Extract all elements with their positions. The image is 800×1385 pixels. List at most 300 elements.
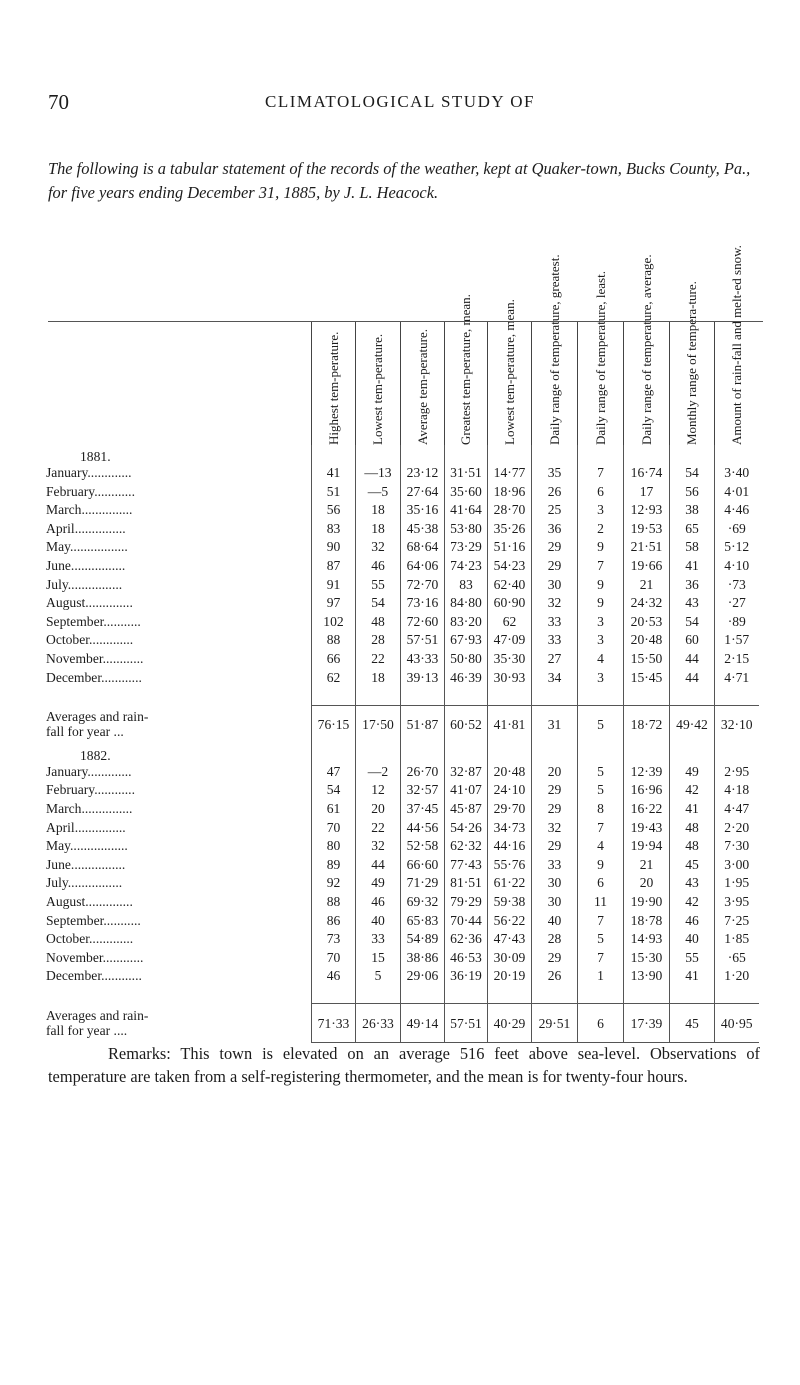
column-header-text: Daily range of temperature, average.	[638, 254, 654, 445]
empty-cell	[532, 687, 578, 706]
year-heading: 1882.	[80, 747, 111, 763]
data-cell: 16·96	[624, 781, 670, 800]
data-cell: 18·96	[488, 482, 532, 501]
empty-cell	[356, 744, 401, 763]
data-cell: 7	[578, 557, 624, 576]
data-cell: 72·70	[401, 575, 445, 594]
data-cell: 49	[356, 874, 401, 893]
data-cell: 16·22	[624, 800, 670, 819]
column-header-text: Daily range of temperature, least.	[592, 271, 608, 445]
average-cell: 31	[532, 705, 578, 744]
data-cell: 3·40	[715, 464, 759, 483]
data-cell: 29·70	[488, 800, 532, 819]
data-cell: 54	[670, 464, 715, 483]
month-label: October.............	[46, 931, 134, 947]
data-cell: 5	[356, 967, 401, 986]
average-cell: 5	[578, 705, 624, 744]
year-heading: 1881.	[80, 449, 111, 464]
year-heading-row	[46, 445, 759, 464]
data-cell: 17	[624, 482, 670, 501]
data-cell: 41	[312, 464, 356, 483]
empty-cell	[356, 445, 401, 464]
averages-row	[46, 705, 759, 744]
table-row	[46, 668, 759, 687]
data-cell: 4·10	[715, 557, 759, 576]
data-cell: 79·29	[445, 892, 488, 911]
table-row	[46, 557, 759, 576]
data-cell: 3	[578, 668, 624, 687]
data-cell: 20·19	[488, 967, 532, 986]
data-cell: 6	[578, 874, 624, 893]
empty-cell	[532, 445, 578, 464]
empty-cell	[445, 744, 488, 763]
data-cell: 51·16	[488, 538, 532, 557]
data-cell: 32	[356, 538, 401, 557]
averages-label-text: fall for year ....	[46, 1023, 128, 1039]
data-cell: 41	[670, 800, 715, 819]
data-cell: 56	[670, 482, 715, 501]
average-cell: 51·87	[401, 705, 445, 744]
data-cell: 9	[578, 594, 624, 613]
data-cell: 32	[532, 818, 578, 837]
column-header-text: Lowest tem-perature, mean.	[501, 299, 517, 445]
data-cell: 20·48	[488, 762, 532, 781]
empty-cell	[578, 687, 624, 706]
data-cell: 57·51	[401, 631, 445, 650]
data-cell: 28	[532, 930, 578, 949]
data-cell: 44·56	[401, 818, 445, 837]
data-cell: 32·87	[445, 762, 488, 781]
data-cell: 3	[578, 612, 624, 631]
month-label: February............	[46, 483, 135, 499]
data-cell: 42	[670, 781, 715, 800]
data-cell: 29	[532, 538, 578, 557]
data-cell: 54·89	[401, 930, 445, 949]
data-cell: 54·26	[445, 818, 488, 837]
remarks: Remarks: This town is elevated on an average 516 feet above sea-level. Observations of temperature are taken from a self-registering thermometer, and the mean is for twenty-four hours.	[48, 1044, 760, 1086]
table-row	[46, 594, 759, 613]
data-cell: 24·32	[624, 594, 670, 613]
empty-cell	[445, 985, 488, 1004]
column-header-text: Monthly range of tempera-ture.	[684, 281, 699, 445]
header-row	[46, 321, 759, 445]
data-cell: 25	[532, 501, 578, 520]
data-cell: 60	[670, 631, 715, 650]
empty-cell	[715, 687, 759, 706]
table-row	[46, 818, 759, 837]
data-cell: 1·57	[715, 631, 759, 650]
data-cell: 26	[532, 482, 578, 501]
data-cell: 62·40	[488, 575, 532, 594]
average-cell: 18·72	[624, 705, 670, 744]
month-label: April...............	[46, 520, 126, 536]
data-cell: 70	[312, 948, 356, 967]
data-cell: 2·95	[715, 762, 759, 781]
data-cell: 29	[532, 781, 578, 800]
data-cell: 3·95	[715, 892, 759, 911]
column-header-text: Lowest tem-perature.	[370, 333, 385, 445]
empty-cell	[624, 687, 670, 706]
month-label: October.............	[46, 632, 134, 648]
empty-cell	[488, 445, 532, 464]
data-cell: 61·22	[488, 874, 532, 893]
data-cell: 2	[578, 519, 624, 538]
data-cell: 32	[356, 837, 401, 856]
data-cell: 19·43	[624, 818, 670, 837]
averages-label-line	[46, 1023, 311, 1038]
data-cell: ·69	[715, 519, 759, 538]
data-cell: ·65	[715, 948, 759, 967]
data-cell: 18·78	[624, 911, 670, 930]
month-label: November............	[46, 949, 144, 965]
data-cell: 53·80	[445, 519, 488, 538]
average-cell: 17·39	[624, 1004, 670, 1043]
data-cell: 29	[532, 800, 578, 819]
empty-cell	[401, 744, 445, 763]
data-cell: 18	[356, 668, 401, 687]
data-cell: 73	[312, 930, 356, 949]
data-cell: 45·87	[445, 800, 488, 819]
data-cell: 26	[532, 967, 578, 986]
data-cell: 18	[356, 519, 401, 538]
empty-cell	[445, 445, 488, 464]
data-cell: 35	[532, 464, 578, 483]
data-cell: 97	[312, 594, 356, 613]
average-cell: 57·51	[445, 1004, 488, 1043]
average-cell: 76·15	[312, 705, 356, 744]
data-cell: 66	[312, 650, 356, 669]
month-label: September...........	[46, 912, 141, 928]
data-cell: 36	[670, 575, 715, 594]
averages-label	[46, 1004, 312, 1043]
data-cell: 52·58	[401, 837, 445, 856]
month-label: December............	[46, 968, 142, 984]
empty-cell	[401, 985, 445, 1004]
data-cell: 83	[445, 575, 488, 594]
empty-cell	[624, 445, 670, 464]
data-cell: 88	[312, 631, 356, 650]
empty-cell	[445, 687, 488, 706]
column-header	[445, 294, 488, 445]
data-cell: ·27	[715, 594, 759, 613]
data-cell: 47	[312, 762, 356, 781]
column-header	[488, 299, 532, 445]
month-label: January.............	[46, 465, 132, 481]
data-cell: 55	[356, 575, 401, 594]
average-cell: 49·42	[670, 705, 715, 744]
data-cell: 54	[670, 612, 715, 631]
data-cell: 45	[670, 855, 715, 874]
data-cell: 41·07	[445, 781, 488, 800]
empty-cell	[715, 985, 759, 1004]
page-number: 70	[48, 90, 69, 114]
data-cell: 70·44	[445, 911, 488, 930]
data-cell: 22	[356, 818, 401, 837]
data-cell: 90	[312, 538, 356, 557]
column-header	[401, 321, 445, 445]
data-cell: 54·23	[488, 557, 532, 576]
data-cell: 77·43	[445, 855, 488, 874]
average-cell: 17·50	[356, 705, 401, 744]
data-cell: 70	[312, 818, 356, 837]
column-header	[670, 281, 715, 445]
data-cell: 9	[578, 538, 624, 557]
data-cell: 19·66	[624, 557, 670, 576]
intro-paragraph: The following is a tabular statement of the records of the weather, kept at Quaker-town, Bucks County, Pa., for five years ending December 31, 1885, by J. L. Heacock.	[48, 159, 751, 202]
data-cell: 20	[532, 762, 578, 781]
data-cell: 62	[312, 668, 356, 687]
data-cell: 44·16	[488, 837, 532, 856]
data-cell: 40	[532, 911, 578, 930]
empty-cell	[488, 744, 532, 763]
data-cell: 1·95	[715, 874, 759, 893]
data-cell: 15·50	[624, 650, 670, 669]
data-cell: 29	[532, 948, 578, 967]
data-cell: 38·86	[401, 948, 445, 967]
data-cell: 35·60	[445, 482, 488, 501]
spacer-row	[46, 985, 759, 1004]
data-cell: 24·10	[488, 781, 532, 800]
column-header	[356, 321, 401, 445]
empty-cell	[578, 985, 624, 1004]
data-cell: 33	[532, 631, 578, 650]
data-cell: 49	[670, 762, 715, 781]
data-cell: 61	[312, 800, 356, 819]
data-cell: 69·32	[401, 892, 445, 911]
data-cell: 87	[312, 557, 356, 576]
table-row	[46, 837, 759, 856]
averages-label-text: fall for year ...	[46, 724, 124, 740]
table-row	[46, 538, 759, 557]
data-cell: 30·09	[488, 948, 532, 967]
data-cell: 68·64	[401, 538, 445, 557]
data-cell: 36·19	[445, 967, 488, 986]
data-cell: 5	[578, 781, 624, 800]
data-cell: 47·43	[488, 930, 532, 949]
data-cell: 41·64	[445, 501, 488, 520]
table-row	[46, 519, 759, 538]
data-cell: 7	[578, 818, 624, 837]
empty-cell	[532, 744, 578, 763]
data-cell: 89	[312, 855, 356, 874]
data-cell: 12·93	[624, 501, 670, 520]
data-cell: 34	[532, 668, 578, 687]
month-label: May.................	[46, 838, 128, 854]
empty-cell	[578, 744, 624, 763]
data-cell: 66·60	[401, 855, 445, 874]
month-label: July................	[46, 875, 123, 891]
column-header	[715, 245, 759, 445]
data-cell: 81·51	[445, 874, 488, 893]
data-cell: 3	[578, 631, 624, 650]
data-cell: 1·85	[715, 930, 759, 949]
data-cell: 43	[670, 594, 715, 613]
data-cell: 19·90	[624, 892, 670, 911]
data-cell: 58	[670, 538, 715, 557]
data-cell: 15·45	[624, 668, 670, 687]
empty-cell	[312, 445, 356, 464]
month-label: December............	[46, 669, 142, 685]
empty-cell	[46, 985, 312, 1004]
average-cell: 6	[578, 1004, 624, 1043]
empty-cell	[356, 687, 401, 706]
data-cell: 7	[578, 464, 624, 483]
table-top-rule	[48, 321, 763, 322]
data-cell: 48	[356, 612, 401, 631]
data-cell: 1·20	[715, 967, 759, 986]
data-cell: 21	[624, 855, 670, 874]
averages-label-text: Averages and rain-	[46, 709, 149, 725]
month-label: March...............	[46, 502, 133, 518]
data-cell: 2·15	[715, 650, 759, 669]
table-row	[46, 948, 759, 967]
empty-cell	[670, 687, 715, 706]
data-cell: 4·47	[715, 800, 759, 819]
data-cell: 35·16	[401, 501, 445, 520]
data-cell: 65·83	[401, 911, 445, 930]
table-row	[46, 575, 759, 594]
column-header-text: Daily range of temperature, greatest.	[546, 254, 562, 445]
column-header	[578, 271, 624, 445]
empty-cell	[670, 985, 715, 1004]
data-cell: 80	[312, 837, 356, 856]
data-cell: 2·20	[715, 818, 759, 837]
empty-cell	[312, 687, 356, 706]
data-cell: 44	[670, 650, 715, 669]
data-cell: 13·90	[624, 967, 670, 986]
table-row	[46, 464, 759, 483]
data-cell: 11	[578, 892, 624, 911]
average-cell: 49·14	[401, 1004, 445, 1043]
data-cell: 84·80	[445, 594, 488, 613]
empty-cell	[356, 985, 401, 1004]
data-cell: 44	[670, 668, 715, 687]
averages-label-line	[46, 1008, 311, 1023]
data-cell: 30	[532, 874, 578, 893]
data-cell: 20	[356, 800, 401, 819]
data-cell: 50·80	[445, 650, 488, 669]
data-cell: 48	[670, 837, 715, 856]
data-cell: 38	[670, 501, 715, 520]
empty-cell	[46, 687, 312, 706]
empty-cell	[715, 744, 759, 763]
empty-cell	[401, 445, 445, 464]
data-cell: 46·53	[445, 948, 488, 967]
data-cell: 23·12	[401, 464, 445, 483]
data-cell: 4·46	[715, 501, 759, 520]
data-cell: 83·20	[445, 612, 488, 631]
data-cell: 46	[356, 892, 401, 911]
average-cell: 45	[670, 1004, 715, 1043]
data-cell: ·73	[715, 575, 759, 594]
data-cell: 62·36	[445, 930, 488, 949]
month-label: July................	[46, 576, 123, 592]
data-cell: 20·48	[624, 631, 670, 650]
empty-cell	[670, 445, 715, 464]
data-cell: 15·30	[624, 948, 670, 967]
data-cell: 6	[578, 482, 624, 501]
averages-label-text: Averages and rain-	[46, 1008, 149, 1024]
month-label: April...............	[46, 819, 126, 835]
data-cell: 41	[670, 557, 715, 576]
data-cell: 92	[312, 874, 356, 893]
data-cell: 4	[578, 650, 624, 669]
average-cell: 40·95	[715, 1004, 759, 1043]
data-cell: 41	[670, 967, 715, 986]
column-header-text: Amount of rain-fall and melt-ed snow.	[728, 245, 744, 445]
data-cell: 12·39	[624, 762, 670, 781]
data-cell: 9	[578, 855, 624, 874]
month-label: August..............	[46, 595, 133, 611]
data-cell: 65	[670, 519, 715, 538]
column-header-text: Greatest tem-perature, mean.	[458, 294, 473, 445]
empty-cell	[401, 687, 445, 706]
data-cell: 35·30	[488, 650, 532, 669]
data-cell: 29	[532, 837, 578, 856]
data-cell: 64·06	[401, 557, 445, 576]
column-header	[312, 321, 356, 445]
average-cell: 32·10	[715, 705, 759, 744]
data-cell: 18	[356, 501, 401, 520]
header-spacer	[46, 321, 312, 445]
averages-label	[46, 705, 312, 744]
data-cell: 12	[356, 781, 401, 800]
data-cell: —2	[356, 762, 401, 781]
data-cell: 44	[356, 855, 401, 874]
data-cell: 4	[578, 837, 624, 856]
data-cell: 28·70	[488, 501, 532, 520]
data-cell: 8	[578, 800, 624, 819]
data-cell: 5·12	[715, 538, 759, 557]
averages-label-line	[46, 724, 311, 739]
spacer-row	[46, 687, 759, 706]
data-cell: 4·71	[715, 668, 759, 687]
month-label: June................	[46, 856, 126, 872]
data-cell: 26·70	[401, 762, 445, 781]
data-cell: 46·39	[445, 668, 488, 687]
data-cell: 32·57	[401, 781, 445, 800]
data-cell: 32	[532, 594, 578, 613]
column-header-text: Average tem-perature.	[414, 329, 430, 445]
data-cell: 36	[532, 519, 578, 538]
data-cell: ·89	[715, 612, 759, 631]
data-cell: 56·22	[488, 911, 532, 930]
average-cell: 29·51	[532, 1004, 578, 1043]
data-cell: 33	[532, 855, 578, 874]
data-cell: 62	[488, 612, 532, 631]
average-cell: 40·29	[488, 1004, 532, 1043]
data-cell: 28	[356, 631, 401, 650]
month-label: November............	[46, 651, 144, 667]
table-row	[46, 762, 759, 781]
data-cell: 54	[312, 781, 356, 800]
data-cell: 19·53	[624, 519, 670, 538]
data-cell: 74·23	[445, 557, 488, 576]
data-cell: 29	[532, 557, 578, 576]
data-cell: 102	[312, 612, 356, 631]
data-cell: 20	[624, 874, 670, 893]
data-cell: 7	[578, 948, 624, 967]
data-cell: 43	[670, 874, 715, 893]
data-cell: 20·53	[624, 612, 670, 631]
data-cell: 88	[312, 892, 356, 911]
data-cell: 21·51	[624, 538, 670, 557]
data-cell: 27·64	[401, 482, 445, 501]
data-cell: 37·45	[401, 800, 445, 819]
table-body	[46, 445, 759, 1043]
data-cell: 30	[532, 892, 578, 911]
column-header	[532, 254, 578, 445]
